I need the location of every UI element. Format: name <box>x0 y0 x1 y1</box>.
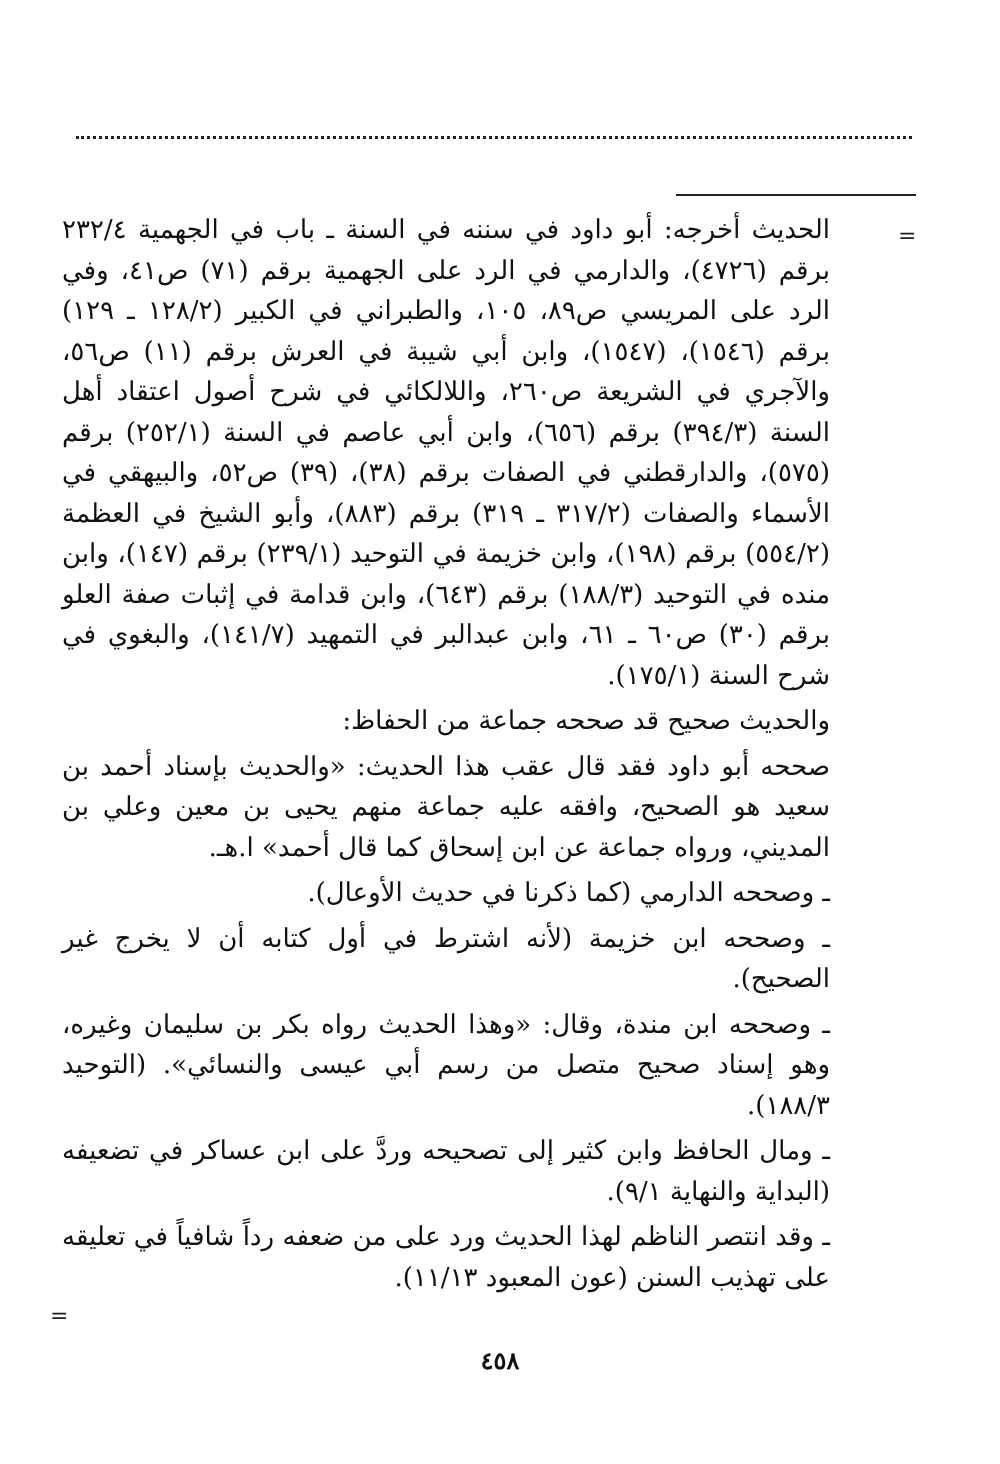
paragraph-ibn-kathir: ـ ومال الحافظ وابن كثير إلى تصحيحه وردَّ على ابن عساكر في تضعيفه (البداية والنهاية ٩/١). <box>62 1136 830 1207</box>
continuation-mark-top: = <box>898 224 917 249</box>
footnote-body <box>62 210 830 1298</box>
paragraph-nazim: ـ وقد انتصر الناظم لهذا الحديث ورد على من ضعفه رداً شافياً في تعليقه على تهذيب السنن (عون المعبود ١١/١٣). <box>62 1222 830 1293</box>
paragraph-takhrij: الحديث أخرجه: أبو داود في سننه في السنة ـ باب في الجهمية ٢٣٢/٤ برقم (٤٧٢٦)، والدارمي في الرد على الجهمية برقم (٧١) ص٤١، وفي الرد على المريسي ص٨٩، ١٠٥، والطبراني في الكبير (١٢٨/٢ ـ ١٢٩) برقم (١٥٤٦)، (١٥٤٧)، وابن أبي شيبة في العرش برقم (١١) ص٥٦، والآجري في الشريعة ص٢٦٠، واللالكائي في شرح أصول اعتقاد أهل السنة (٣٩٤/٣) برقم (٦٥٦)، وابن أبي عاصم في السنة (٢٥٢/١) برقم (٥٧٥)، والدارقطني في الصفات برقم (٣٨)، (٣٩) ص٥٢، والبيهقي في الأسماء والصفات (٣١٧/٢ ـ ٣١٩) برقم (٨٨٣)، وأبو الشيخ في العظمة (٥٥٤/٢) برقم (١٩٨)، وابن خزيمة في التوحيد (٢٣٩/١) برقم (١٤٧)، وابن منده في التوحيد (١٨٨/٣) برقم (٦٤٣)، وابن قدامة في إثبات صفة العلو برقم (٣٠) ص٦٠ ـ ٦١، وابن عبدالبر في التمهيد (١٤١/٧)، والبغوي في شرح السنة (١٧٥/١). <box>62 215 831 691</box>
paragraph-ibn-khuzaymah: ـ وصححه ابن خزيمة (لأنه اشترط في أول كتابه أن لا يخرج غير الصحيح). <box>62 923 830 994</box>
page-number: ٤٥٨ <box>480 1346 520 1375</box>
paragraph-darimi: ـ وصححه الدارمي (كما ذكرنا في حديث الأوعال). <box>307 878 830 908</box>
footnote-dotted-separator <box>76 136 912 139</box>
paragraph-grading-intro: والحديث صحيح قد صححه جماعة من الحفاظ: <box>342 706 830 736</box>
footnote-rule <box>676 194 916 196</box>
paragraph-abu-dawud: صححه أبو داود فقد قال عقب هذا الحديث: «والحديث بإسناد أحمد بن سعيد هو الصحيح، وافقه عليه جماعة منهم يحيى بن معين وعلي بن المديني، ورواه جماعة عن ابن إسحاق كما قال أحمد» ا.هـ. <box>62 751 830 863</box>
paragraph-ibn-mandah: ـ وصححه ابن مندة، وقال: «وهذا الحديث رواه بكر بن سليمان وغيره، وهو إسناد صحيح متصل من رسم أبي عيسى والنسائي». (التوحيد ١٨٨/٣). <box>62 1009 830 1121</box>
continuation-mark-bottom: = <box>50 1304 69 1329</box>
